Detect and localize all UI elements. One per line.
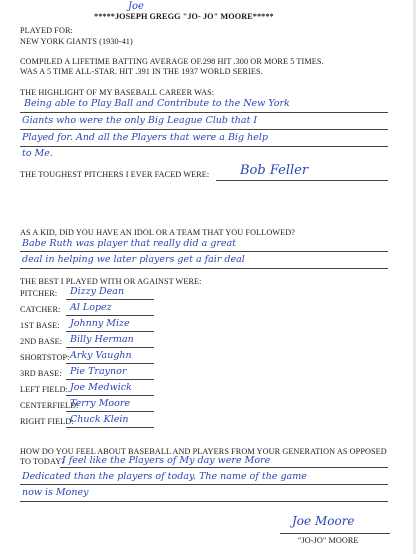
position-label: LEFT FIELD:	[20, 385, 69, 394]
question-today: HOW DO YOU FEEL ABOUT BASEBALL AND PLAYERS FROM YOUR GENERATION AS OPPOSED	[20, 447, 387, 456]
answer-highlight-line: Giants who were the only Big League Club that I	[22, 115, 258, 126]
answer-line	[66, 347, 154, 348]
question-pitchers: THE TOUGHEST PITCHERS I EVER FACED WERE:	[20, 170, 210, 179]
answer-line	[20, 146, 388, 147]
answer-line	[66, 379, 154, 380]
position-label: 3RD BASE:	[20, 369, 62, 378]
answer-line	[66, 299, 154, 300]
answer-line	[66, 411, 154, 412]
title-annotation: Joe	[128, 1, 144, 12]
position-value: Joe Medwick	[70, 382, 132, 393]
answer-line	[60, 467, 388, 468]
answer-highlight-line: Being able to Play Ball and Contribute to the New York	[24, 98, 290, 109]
position-label: CATCHER:	[20, 305, 61, 314]
page-title: *****JOSEPH GREGG "JO- JO" MOORE*****	[94, 12, 274, 21]
answer-line	[20, 112, 388, 113]
answer-highlight-line: Played for. And all the Players that were a Big help	[22, 132, 268, 143]
played-for-label: PLAYED FOR:	[20, 26, 73, 35]
signature-caption: "JO-JO" MOORE	[298, 536, 359, 545]
bio-line-2: WAS A 5 TIME ALL-STAR. HIT .391 IN THE 1937 WORLD SERIES.	[20, 67, 263, 76]
position-label: CENTERFIELD:	[20, 401, 79, 410]
question-idol: AS A KID, DID YOU HAVE AN IDOL OR A TEAM THAT YOU FOLLOWED?	[20, 228, 296, 237]
answer-line	[20, 501, 388, 502]
answer-line	[66, 315, 154, 316]
question-best: THE BEST I PLAYED WITH OR AGAINST WERE:	[20, 277, 202, 286]
position-label: 2ND BASE:	[20, 337, 63, 346]
answer-line	[66, 395, 154, 396]
position-label: SHORTSTOP:	[20, 353, 70, 362]
answer-line	[20, 484, 388, 485]
answer-pitchers: Bob Feller	[240, 163, 309, 178]
question-highlight: THE HIGHLIGHT OF MY BASEBALL CAREER WAS:	[20, 88, 215, 97]
answer-idol-line: deal in helping we later players get a fair deal	[22, 254, 245, 265]
position-value: Arky Vaughn	[70, 350, 132, 361]
position-value: Johnny Mize	[70, 318, 130, 329]
answer-today-line: Dedicated than the players of today. The name of the game	[22, 471, 307, 482]
handwritten-signature: Joe Moore	[292, 514, 355, 528]
answer-line	[20, 268, 388, 269]
answer-line	[216, 180, 388, 181]
answer-today-line: now is Money	[22, 487, 89, 498]
position-value: Pie Traynor	[70, 366, 127, 377]
answer-line	[66, 363, 154, 364]
position-value: Billy Herman	[70, 334, 134, 345]
position-label: 1ST BASE:	[20, 321, 60, 330]
position-value: Al Lopez	[70, 302, 112, 313]
signature-line	[280, 533, 390, 534]
answer-today-line: I feel like the Players of My day were More	[62, 455, 271, 466]
answer-line	[20, 129, 388, 130]
position-value: Chuck Klein	[70, 414, 129, 425]
position-label: PITCHER:	[20, 289, 58, 298]
answer-line	[66, 427, 154, 428]
answer-highlight-line: to Me.	[22, 148, 53, 159]
played-for-value: NEW YORK GIANTS (1930-41)	[20, 37, 133, 46]
answer-line	[66, 331, 154, 332]
position-value: Terry Moore	[70, 398, 131, 409]
position-value: Dizzy Dean	[70, 286, 125, 297]
position-label: RIGHT FIELD:	[20, 417, 74, 426]
question-today-cont: TO TODAY?	[20, 457, 65, 466]
answer-line	[20, 251, 388, 252]
answer-idol-line: Babe Ruth was player that really did a great	[22, 238, 236, 249]
bio-line-1: COMPILED A LIFETIME BATTING AVERAGE OF.298 HIT .300 OR MORE 5 TIMES.	[20, 57, 324, 66]
